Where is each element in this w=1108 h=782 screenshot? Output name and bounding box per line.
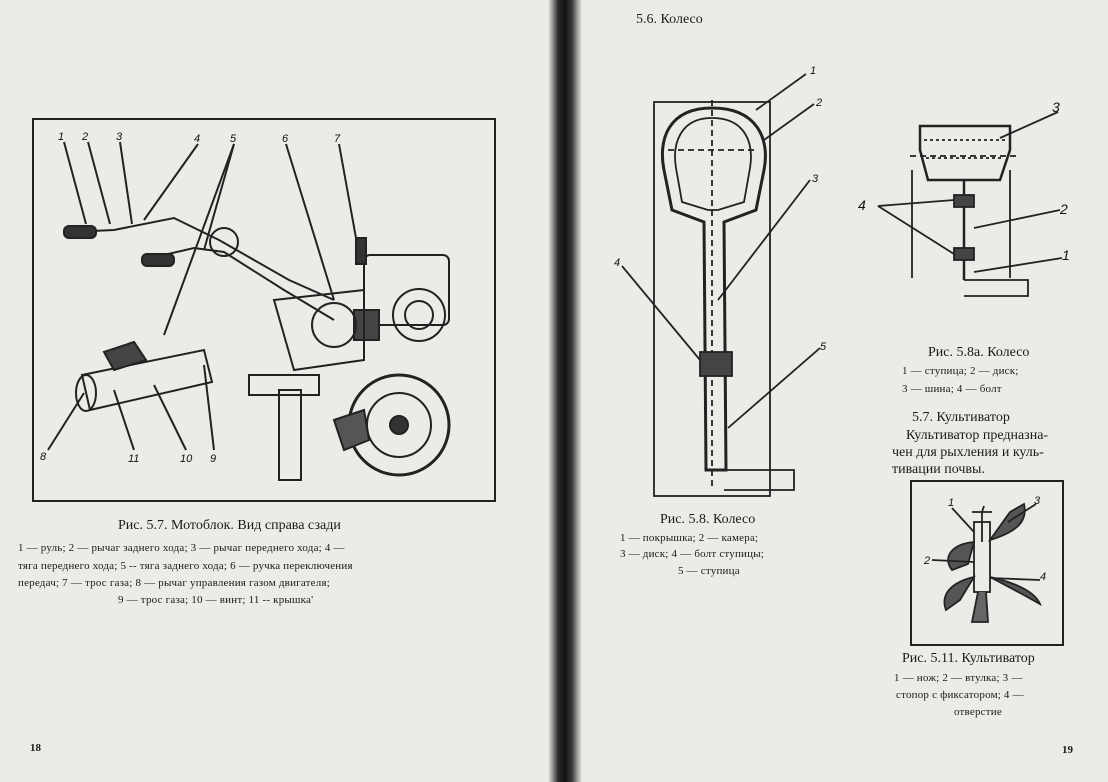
figure-5-7-legend-line-1: 1 — руль; 2 — рычаг заднего хода; 3 — рычаг переднего хода; 4 — (18, 542, 345, 554)
fig57-callout-6: 6 (282, 133, 289, 145)
figure-5-7-legend-line-2: тяга переднего хода; 5 -- тяга заднего хода; 6 — ручка переключения (18, 560, 353, 572)
hub (964, 280, 1028, 296)
figure-5-7-legend-line-3: передач; 7 — трос газа; 8 — рычаг управления газом двигателя; (18, 577, 330, 589)
figure-5-8-legend-line-3: 5 — ступица (678, 565, 740, 577)
lock-pin (972, 512, 992, 542)
fig57-callout-9: 9 (210, 453, 217, 465)
depth-stake (279, 390, 301, 480)
fig511-callout-1: 1 (948, 497, 955, 509)
bolt-lower (954, 248, 974, 260)
bolt-upper (954, 195, 974, 207)
left-grip (64, 226, 96, 238)
hub-bolt (700, 352, 732, 376)
figure-5-8a-caption: Рис. 5.8а. Колесо (928, 345, 1030, 360)
fig57-callout-10: 10 (180, 453, 193, 465)
left-page-number: 18 (30, 742, 41, 754)
fig57-callout-4: 4 (194, 133, 201, 145)
gear-housing (334, 410, 369, 450)
inner-tube (675, 118, 751, 210)
fig58-callout-3: 3 (812, 173, 819, 185)
tire-section (920, 126, 1010, 180)
fig511-callout-4: 4 (1040, 571, 1047, 583)
wheel-cross-section-figure (608, 60, 838, 500)
frame-bar (249, 375, 319, 395)
fig511-callout-3: 3 (1034, 495, 1041, 507)
wheel-hub (390, 416, 408, 434)
fig57-callout-2: 2 (82, 131, 89, 143)
fig57-callout-3: 3 (116, 131, 123, 143)
fig58-callout-5: 5 (820, 341, 827, 353)
fig57-callout-11: 11 (128, 453, 140, 465)
section-5-7-text-line-1: Культиватор предназна- (906, 428, 1049, 443)
pulley (312, 303, 356, 347)
fig58-callout-4: 4 (614, 257, 621, 269)
fig511-callout-2: 2 (924, 555, 931, 567)
figure-5-8-legend-line-1: 1 — покрышка; 2 — камера; (620, 532, 759, 544)
fuel-cap (356, 238, 366, 264)
book-gutter (548, 0, 582, 782)
fig58-callout-2: 2 (816, 97, 823, 109)
figure-5-11-legend-line-1: 1 — нож; 2 — втулка; 3 — (894, 672, 1023, 684)
fig58-callout-1: 1 (810, 65, 817, 77)
blade-right-lower (990, 577, 1040, 604)
figure-5-7-caption: Рис. 5.7. Мотоблок. Вид справа сзади (118, 518, 341, 533)
figure-5-11-caption: Рис. 5.11. Культиватор (902, 651, 1035, 666)
motoblock-illustration (34, 120, 494, 500)
engine-flywheel (393, 289, 445, 341)
fig58a-callout-2: 2 (1060, 201, 1068, 217)
fig58a-callout-3: 3 (1052, 100, 1060, 115)
blade-bottom (972, 592, 988, 622)
engine-exhaust (354, 310, 379, 340)
wheel-side-figure (850, 100, 1080, 310)
fig57-callout-5: 5 (230, 133, 237, 145)
section-5-7-heading: 5.7. Культиватор (912, 410, 1010, 425)
fig58a-callout-4: 4 (858, 197, 866, 213)
figure-5-11-legend-line-3: отверстие (954, 706, 1002, 718)
fig57-callout-7: 7 (334, 133, 341, 145)
figure-5-7-legend-line-4: 9 — трос газа; 10 — винт; 11 -- крышка' (118, 594, 314, 606)
figure-5-11-legend-line-2: стопор с фиксатором; 4 — (896, 689, 1024, 701)
section-5-7-text-line-3: тивации почвы. (892, 462, 985, 477)
right-grip (142, 254, 174, 266)
blade-right-upper (990, 504, 1025, 540)
right-page-number: 19 (1062, 744, 1073, 756)
cultivator-illustration (912, 482, 1062, 642)
throttle-lever (104, 342, 146, 370)
figure-5-8-caption: Рис. 5.8. Колесо (660, 512, 756, 527)
blade-left-upper (948, 542, 974, 570)
fig57-callout-8: 8 (40, 451, 47, 463)
hub-flange (724, 470, 794, 490)
section-5-7-text-line-2: чен для рыхления и куль- (892, 445, 1044, 460)
fig58a-callout-1: 1 (1062, 247, 1070, 263)
transmission-body (274, 290, 364, 370)
throttle-grip (82, 350, 212, 410)
figure-5-8-legend-line-2: 3 — диск; 4 — болт ступицы; (620, 548, 765, 560)
figure-5-8a-legend-line-2: 3 — шина; 4 — болт (902, 383, 1002, 395)
figure-5-8a-legend-line-1: 1 — ступица; 2 — диск; (902, 365, 1019, 377)
fig57-callout-1: 1 (58, 131, 65, 143)
blade-left-lower (944, 577, 974, 610)
section-5-6-heading: 5.6. Колесо (636, 12, 703, 27)
